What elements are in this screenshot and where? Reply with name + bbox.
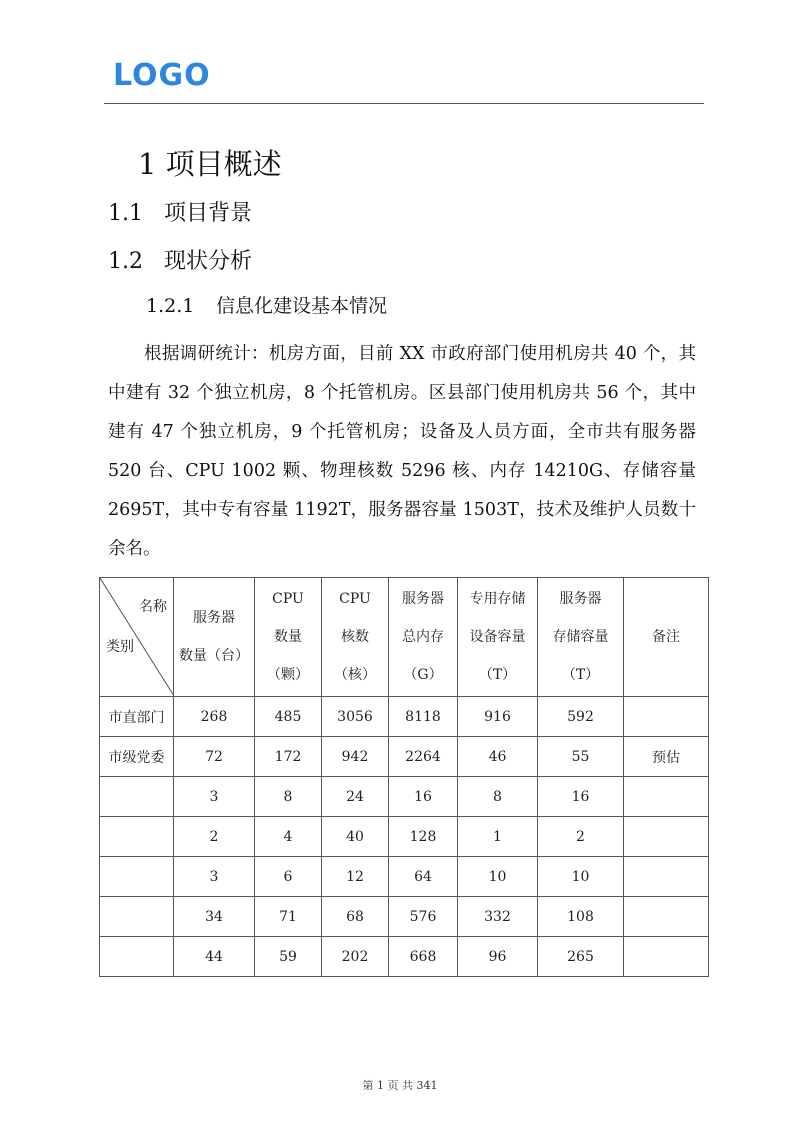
row-category-cell (100, 937, 174, 977)
table-header-cell (624, 578, 709, 697)
table-corner-cell (100, 578, 174, 697)
table-cell: 3 (174, 777, 255, 817)
table-cell: 916 (458, 697, 538, 737)
statistics-table (99, 577, 709, 977)
table-cell: 332 (458, 897, 538, 937)
row-category-cell (100, 897, 174, 937)
header-line: CPU (272, 591, 304, 607)
table-cell: 64 (389, 857, 458, 897)
table-cell: 8 (255, 777, 322, 817)
header-line: 服务器 (193, 610, 235, 626)
heading-number: 1.2.1 (146, 295, 195, 317)
table-row (100, 857, 709, 897)
table-cell: 6 (255, 857, 322, 897)
row-category-cell (100, 857, 174, 897)
table-cell: 4 (255, 817, 322, 857)
table-cell: 202 (322, 937, 389, 977)
heading-title: 现状分析 (164, 249, 253, 274)
body-paragraph: 根据调研统计：机房方面，目前 XX 市政府部门使用机房共 40 个，其中建有 32 个独立机房，8 个托管机房。区县部门使用机房共 56 个，其中建有 47 个独立机房，9 个托管机房；设备及人员方面，全市共有服务器 520 台、CPU 1002 颗、物理核数 5296 核、内存 14210G、存储容量 2695T，其中专有容量 1192T，服务器容量 1503T，技术及维护人员数十余名。 (108, 344, 696, 559)
table-cell: 1 (458, 817, 538, 857)
table-cell (624, 777, 709, 817)
row-category-cell (100, 777, 174, 817)
table-cell: 44 (174, 937, 255, 977)
table-cell: 10 (538, 857, 624, 897)
table-cell (624, 697, 709, 737)
heading-info-construction (146, 291, 387, 318)
table-row (100, 737, 709, 777)
table-cell: 8 (458, 777, 538, 817)
table-header-cell (389, 578, 458, 697)
table-cell (624, 817, 709, 857)
logo: LOGO (113, 58, 211, 93)
table-cell: 16 (389, 777, 458, 817)
page-footer: 第 1 页 共 341 (362, 1079, 438, 1092)
table-cell: 71 (255, 897, 322, 937)
header-line: CPU (339, 591, 371, 607)
header-line: （核） (334, 667, 376, 683)
table-cell: 8118 (389, 697, 458, 737)
table-cell: 485 (255, 697, 322, 737)
heading-number: 1.2 (108, 249, 143, 274)
table-cell: 576 (389, 897, 458, 937)
table-cell: 268 (174, 697, 255, 737)
table-cell: 2 (538, 817, 624, 857)
header-line: （T） (478, 667, 517, 683)
table-cell: 942 (322, 737, 389, 777)
table-row (100, 697, 709, 737)
header-line: 专用存储 (469, 591, 526, 607)
table-cell: 55 (538, 737, 624, 777)
header-line: （G） (403, 667, 443, 683)
table-header-cell (458, 578, 538, 697)
table-cell: 12 (322, 857, 389, 897)
table-cell: 34 (174, 897, 255, 937)
header-line: 核数 (341, 629, 369, 645)
row-category-cell: 市直部门 (100, 697, 174, 737)
table-cell: 265 (538, 937, 624, 977)
heading-status-analysis (108, 244, 252, 275)
table-header-cell (322, 578, 389, 697)
header-line: 存储容量 (552, 629, 609, 645)
table-header-cell (174, 578, 255, 697)
table-cell: 10 (458, 857, 538, 897)
header-divider (104, 103, 704, 104)
table-cell (624, 857, 709, 897)
header-line: 服务器 (402, 591, 444, 607)
table-row (100, 777, 709, 817)
heading-1-number: 1 (138, 147, 157, 181)
header-line: 备注 (652, 629, 680, 645)
table-cell (624, 897, 709, 937)
heading-project-background (108, 196, 252, 227)
table-header-cell (255, 578, 322, 697)
table-cell: 108 (538, 897, 624, 937)
table-row (100, 817, 709, 857)
row-category-cell: 市级党委 (100, 737, 174, 777)
table-cell: 16 (538, 777, 624, 817)
header-line: （颗） (267, 667, 309, 683)
table-cell: 46 (458, 737, 538, 777)
header-line: 数量 (274, 629, 302, 645)
table-cell: 3 (174, 857, 255, 897)
table-cell: 预估 (624, 737, 709, 777)
table-cell: 2264 (389, 737, 458, 777)
table-cell: 68 (322, 897, 389, 937)
header-line: 数量（台） (179, 648, 249, 664)
table-cell: 59 (255, 937, 322, 977)
header-line: 服务器 (559, 591, 602, 607)
table-row (100, 937, 709, 977)
table-cell: 668 (389, 937, 458, 977)
header-line: 总内存 (402, 629, 444, 645)
table-header-row (100, 578, 709, 697)
table-cell: 96 (458, 937, 538, 977)
row-category-cell (100, 817, 174, 857)
header-line: 设备容量 (469, 629, 526, 645)
table-header-cell (538, 578, 624, 697)
corner-label-category: 类别 (106, 639, 134, 655)
heading-title: 项目背景 (164, 201, 253, 226)
heading-number: 1.1 (108, 201, 143, 226)
table-cell: 172 (255, 737, 322, 777)
table-cell: 592 (538, 697, 624, 737)
corner-label-name: 名称 (139, 599, 167, 615)
table-cell: 128 (389, 817, 458, 857)
table-cell: 24 (322, 777, 389, 817)
table-cell (624, 937, 709, 977)
table-row (100, 897, 709, 937)
heading-1-title: 项目概述 (165, 147, 282, 181)
table-cell: 2 (174, 817, 255, 857)
heading-title: 信息化建设基本情况 (216, 295, 388, 317)
table-cell: 72 (174, 737, 255, 777)
table-cell: 40 (322, 817, 389, 857)
heading-1 (138, 142, 282, 183)
header-line: （T） (561, 667, 600, 683)
table-cell: 3056 (322, 697, 389, 737)
